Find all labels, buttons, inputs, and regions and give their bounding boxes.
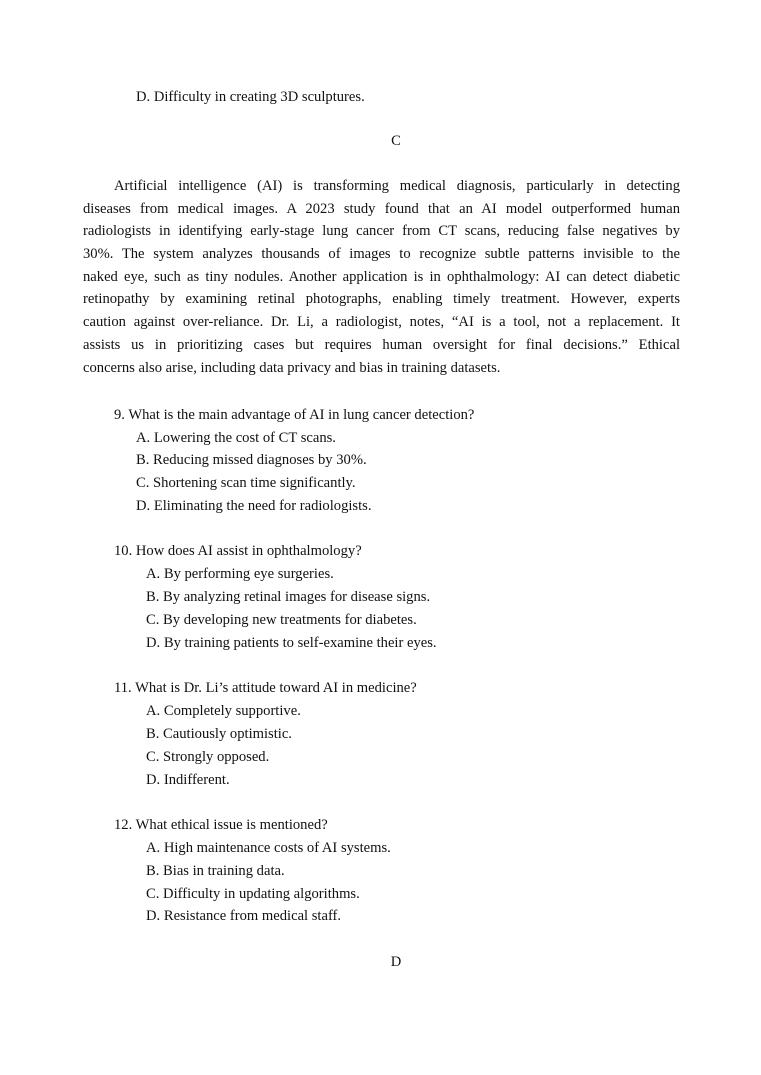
question-10-option-c: C. By developing new treatments for diabetes. — [146, 612, 417, 628]
question-10-option-b: B. By analyzing retinal images for disease signs. — [146, 589, 431, 605]
passage-line: 30%. The system analyzes thousands of images to recognize subtle patterns invisible to the — [83, 246, 680, 263]
question-11-option-d: D. Indifferent. — [146, 772, 230, 788]
passage-line: concerns also arise, including data privacy and bias in training datasets. — [83, 359, 501, 376]
question-11-option-b: B. Cautiously optimistic. — [146, 726, 292, 742]
question-12-stem: 12. What ethical issue is mentioned? — [114, 817, 328, 833]
question-12-option-a: A. High maintenance costs of AI systems. — [146, 840, 391, 856]
question-12-option-d: D. Resistance from medical staff. — [146, 908, 342, 924]
question-10-option-d: D. By training patients to self-examine their eyes. — [146, 635, 437, 651]
passage-line: diseases from medical images. A 2023 study found that an AI model outperformed human — [83, 200, 680, 217]
question-9-option-d: D. Eliminating the need for radiologists. — [136, 498, 372, 514]
question-11-stem: 11. What is Dr. Li’s attitude toward AI in medicine? — [114, 680, 417, 696]
question-9-option-a: A. Lowering the cost of CT scans. — [136, 430, 336, 446]
section-heading-d: D — [390, 954, 402, 970]
question-10-option-a: A. By performing eye surgeries. — [146, 566, 334, 582]
passage-line: retinopathy by examining retinal photographs, enabling timely treatment. However, experts — [83, 291, 680, 308]
passage-line: caution against over-reliance. Dr. Li, a radiologist, notes, “AI is a tool, not a replacement. It — [83, 314, 680, 331]
question-11-option-c: C. Strongly opposed. — [146, 749, 270, 765]
question-12-option-b: B. Bias in training data. — [146, 863, 285, 879]
question-9-option-b: B. Reducing missed diagnoses by 30%. — [136, 452, 367, 468]
passage-line: radiologists in identifying early-stage lung cancer from CT scans, reducing false negatives by — [83, 223, 680, 240]
question-10-stem: 10. How does AI assist in ophthalmology? — [114, 543, 362, 559]
question-9-option-c: C. Shortening scan time significantly. — [136, 475, 356, 491]
passage-line: naked eye, such as tiny nodules. Another application is in ophthalmology: AI can detect diabetic — [83, 268, 680, 285]
question-9-stem: 9. What is the main advantage of AI in lung cancer detection? — [114, 407, 475, 423]
passage-line: assists us in prioritizing cases but requires human oversight for final decisions.” Ethical — [83, 336, 680, 353]
question-12-option-c: C. Difficulty in updating algorithms. — [146, 886, 360, 902]
previous-question-option-d: D. Difficulty in creating 3D sculptures. — [136, 89, 365, 105]
question-11-option-a: A. Completely supportive. — [146, 703, 301, 719]
passage-line: Artificial intelligence (AI) is transforming medical diagnosis, particularly in detecting — [114, 178, 680, 194]
passage-c — [83, 175, 680, 379]
section-heading-c: C — [391, 133, 401, 149]
